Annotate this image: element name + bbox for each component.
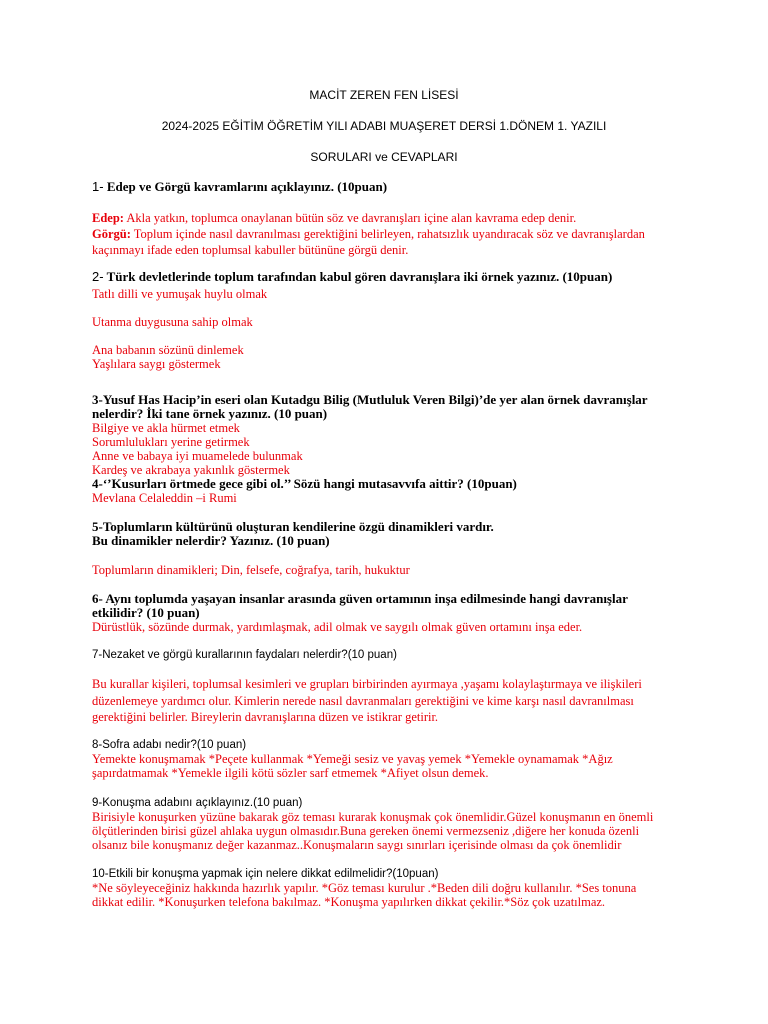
question-6-line: etkilidir? (10 puan) (92, 605, 200, 620)
answer-3-item: Anne ve babaya iyi muamelede bulunmak (92, 449, 303, 463)
exam-title: 2024-2025 EĞİTİM ÖĞRETİM YILI ADABI MUAŞERET DERSİ 1.DÖNEM 1. YAZILI (161, 119, 607, 133)
answer-2-item: Ana babanın sözünü dinlemek (92, 343, 244, 357)
question-2-number: 2- (92, 269, 104, 284)
question-1-text: Edep ve Görgü kavramlarını açıklayınız. (10puan) (106, 179, 388, 194)
question-2 (92, 270, 692, 284)
question-9-block (92, 796, 692, 852)
answer-term: Görgü: (92, 227, 131, 241)
question-3-block (92, 393, 692, 505)
question-1-block (92, 180, 692, 258)
answer-10-line: *Ne söyleyeceğiniz hakkında hazırlık yapılır. *Göz teması kurulur .*Beden dili doğru kullanılır. *Ses tonuna (92, 881, 637, 895)
question-5-block (92, 520, 692, 577)
answer-9-line: ölçütlerinden birisi güzel ahlaka uygun olmasıdır.Buna gereken önemi vermezseniz ,diğere her konuda özenli (92, 824, 640, 838)
question-3-line: 3-Yusuf Has Hacip’in eseri olan Kutadgu Bilig (Mutluluk Veren Bilgi)’de yer alan örnek davranışlar (92, 392, 648, 407)
answer-text: Toplum içinde nasıl davranılması gerektiğini belirleyen, rahatsızlık uyandıracak söz ve davranışlardan (130, 227, 645, 241)
answer-text: kaçınmayı ifade eden toplumsal kabuller bütününe görgü denir. (92, 243, 409, 257)
answer-3-item: Kardeş ve akrabaya yakınlık göstermek (92, 463, 290, 477)
school-name: MACİT ZEREN FEN LİSESİ (309, 88, 459, 102)
answer-term: Edep: (92, 211, 124, 225)
question-3-line: nelerdir? İki tane örnek yazınız. (10 puan) (92, 406, 328, 421)
answer-1-line (92, 242, 692, 258)
answer-6: Dürüstlük, sözünde durmak, yardımlaşmak, adil olmak ve saygılı olmak güven ortamını inşa eder. (92, 620, 583, 634)
question-1 (92, 180, 692, 194)
answer-2-item: Yaşlılara saygı göstermek (92, 357, 221, 371)
question-5-line: 5-Toplumların kültürünü oluşturan kendilerine özgü dinamikleri vardır. (92, 519, 494, 534)
answer-9-line: olsanız bile konuşmanız değer kazanmaz..Konuşmaların saygı sınırları içerisinde olması da çok önemlidir (92, 838, 622, 852)
answer-5: Toplumların dinamikleri; Din, felsefe, coğrafya, tarih, hukuktur (92, 563, 410, 577)
answer-1-line (92, 226, 692, 242)
answer-text: Akla yatkın, toplumca onaylanan bütün söz ve davranışları içine alan kavrama edep denir. (123, 211, 577, 225)
question-8: 8-Sofra adabı nedir?(10 puan) (92, 739, 247, 751)
answer-7-line: Bu kurallar kişileri, toplumsal kesimleri ve grupları birbirinden ayırmaya ,yaşamı kolaylaştırmaya ve ilişkileri (92, 677, 642, 691)
answer-2-item: Utanma duygusuna sahip olmak (92, 315, 253, 329)
answer-3-item: Bilgiye ve akla hürmet etmek (92, 421, 240, 435)
question-9: 9-Konuşma adabını açıklayınız.(10 puan) (92, 797, 303, 809)
question-10: 10-Etkili bir konuşma yapmak için nelere dikkat edilmelidir?(10puan) (92, 868, 439, 880)
answer-3-item: Sorumlulukları yerine getirmek (92, 435, 250, 449)
answer-10-line: dikkat edilir. *Konuşurken telefona bakılmaz. *Konuşma yapılırken dikkat çekilir.*Söz çok uzatılmaz. (92, 895, 606, 909)
answer-4: Mevlana Celaleddin –i Rumi (92, 491, 237, 505)
question-8-block (92, 738, 692, 780)
answer-9-line: Birisiyle konuşurken yüzüne bakarak göz teması kurarak konuşmak çok önemlidir.Güzel konuşmanın en önemli (92, 810, 654, 824)
question-7-block (92, 648, 692, 726)
question-1-number: 1- (92, 179, 104, 194)
question-7: 7-Nezaket ve görgü kurallarının faydaları nelerdir?(10 puan) (92, 649, 397, 661)
question-5-line: Bu dinamikler nelerdir? Yazınız. (10 puan) (92, 533, 330, 548)
question-6-block (92, 592, 692, 634)
question-10-block (92, 867, 692, 909)
answer-1-line (92, 210, 692, 226)
answer-7-line: gerektiğini belirler. Bireylerin davranışlarına düzen ve istikrar getirir. (92, 710, 439, 724)
answer-8-line: şapırdatmamak *Yemekle ilgili kötü sözler sarf etmemek *Afiyet olsun demek. (92, 766, 489, 780)
question-6-line: 6- Aynı toplumda yaşayan insanlar arasında güven ortamının inşa edilmesinde hangi davranışlar (92, 591, 628, 606)
exam-subtitle: SORULARI ve CEVAPLARI (310, 150, 458, 164)
answer-8-line: Yemekte konuşmamak *Peçete kullanmak *Yemeği sesiz ve yavaş yemek *Yemekle oynamamak *Ağız (92, 752, 613, 766)
question-2-block (92, 270, 692, 371)
question-2-text: Türk devletlerinde toplum tarafından kabul gören davranışlara iki örnek yazınız. (10puan) (106, 269, 613, 284)
question-4: 4-‘’Kusurları örtmede gece gibi ol.’’ Sözü hangi mutasavvıfa aittir? (10puan) (92, 476, 517, 491)
answer-2-item: Tatlı dilli ve yumuşak huylu olmak (92, 287, 268, 301)
answer-7-line: düzenlemeye yardımcı olur. Kimlerin nerede nasıl davranmaları gerektiğini ve kime karşı nasıl davranılması (92, 693, 634, 708)
